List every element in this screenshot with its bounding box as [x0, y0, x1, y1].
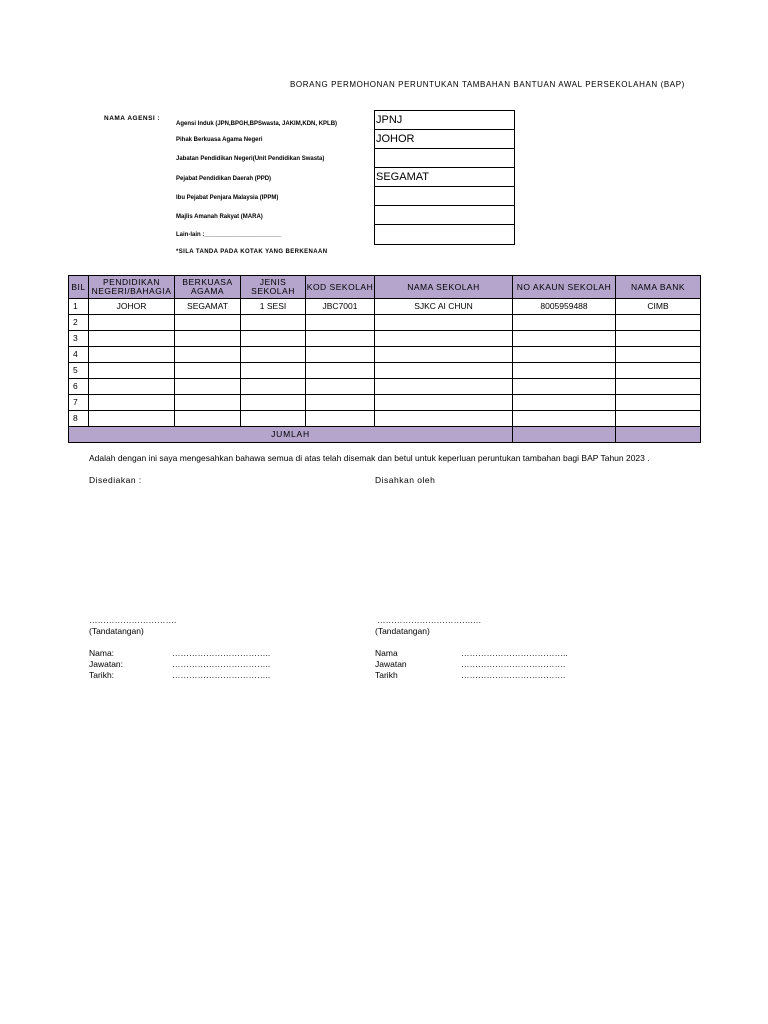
- cell-berkuasa[interactable]: [175, 347, 241, 363]
- cell-berkuasa[interactable]: [175, 395, 241, 411]
- cell-berkuasa[interactable]: [175, 331, 241, 347]
- cell-nama-bank[interactable]: [616, 379, 701, 395]
- agency-label: NAMA AGENSI :: [104, 115, 161, 122]
- cell-pendidikan[interactable]: [89, 347, 175, 363]
- agency-box-lain[interactable]: [375, 225, 514, 244]
- cell-bil: 1: [69, 299, 89, 315]
- table-row: [69, 331, 701, 347]
- cell-no-akaun[interactable]: [513, 379, 616, 395]
- cell-nama-sekolah[interactable]: [375, 395, 513, 411]
- table-header-row: [69, 276, 701, 299]
- cell-nama-bank[interactable]: [616, 411, 701, 427]
- header-bil: BIL: [69, 276, 89, 299]
- agency-box-jpn[interactable]: [375, 149, 514, 168]
- approved-name-field[interactable]: ………………………………..: [461, 648, 568, 658]
- prepared-signature-label: (Tandatangan): [89, 626, 144, 636]
- cell-bil: 2: [69, 315, 89, 331]
- cell-nama-sekolah[interactable]: [375, 347, 513, 363]
- approved-signature-label: (Tandatangan): [375, 626, 430, 636]
- cell-pendidikan[interactable]: [89, 363, 175, 379]
- cell-nama-sekolah[interactable]: SJKC AI CHUN: [375, 299, 513, 315]
- approved-signature-line[interactable]: …………………………….…: [377, 615, 482, 625]
- cell-nama-sekolah[interactable]: [375, 411, 513, 427]
- cell-nama-bank[interactable]: [616, 363, 701, 379]
- cell-bil: 5: [69, 363, 89, 379]
- cell-jenis[interactable]: [241, 395, 306, 411]
- cell-no-akaun[interactable]: [513, 363, 616, 379]
- cell-berkuasa[interactable]: SEGAMAT: [175, 299, 241, 315]
- cell-nama-bank[interactable]: [616, 315, 701, 331]
- cell-nama-sekolah[interactable]: [375, 379, 513, 395]
- cell-berkuasa[interactable]: [175, 379, 241, 395]
- total-label: JUMLAH: [69, 427, 513, 443]
- prepared-signature-line[interactable]: ………………………….: [89, 615, 177, 625]
- cell-nama-sekolah[interactable]: [375, 315, 513, 331]
- cell-pendidikan[interactable]: [89, 315, 175, 331]
- cell-jenis[interactable]: [241, 379, 306, 395]
- cell-jenis[interactable]: [241, 315, 306, 331]
- cell-no-akaun[interactable]: [513, 331, 616, 347]
- agency-note: *SILA TANDA PADA KOTAK YANG BERKENAAN: [176, 249, 328, 255]
- cell-nama-bank[interactable]: [616, 331, 701, 347]
- cell-kod[interactable]: [306, 315, 375, 331]
- cell-no-akaun[interactable]: [513, 411, 616, 427]
- approved-name-label: Nama: [375, 648, 398, 658]
- agency-option-pihak-berkuasa: Pihak Berkuasa Agama Negeri: [176, 137, 263, 143]
- agency-option-lain: Lain-lain :_______________________: [176, 232, 282, 238]
- total-account-cell[interactable]: [513, 427, 616, 443]
- cell-jenis[interactable]: [241, 331, 306, 347]
- school-table: [68, 275, 701, 443]
- table-row: [69, 347, 701, 363]
- cell-pendidikan[interactable]: [89, 395, 175, 411]
- header-nama-sekolah: NAMA SEKOLAH: [375, 276, 513, 299]
- cell-nama-bank[interactable]: [616, 395, 701, 411]
- cell-jenis[interactable]: 1 SESI: [241, 299, 306, 315]
- cell-kod[interactable]: [306, 363, 375, 379]
- table-row: [69, 363, 701, 379]
- cell-kod[interactable]: [306, 347, 375, 363]
- table-row: [69, 411, 701, 427]
- prepared-by-label: Disediakan :: [89, 475, 142, 485]
- cell-no-akaun[interactable]: [513, 347, 616, 363]
- cell-nama-bank[interactable]: [616, 347, 701, 363]
- cell-berkuasa[interactable]: [175, 411, 241, 427]
- approved-position-label: Jawatan: [375, 659, 407, 669]
- agency-option-jpn: Jabatan Pendidikan Negeri(Unit Pendidikan Swasta): [176, 156, 325, 162]
- agency-option-ippm: Ibu Pejabat Penjara Malaysia (IPPM): [176, 195, 279, 201]
- approved-date-field[interactable]: ……………………………….: [461, 670, 566, 680]
- table-row: [69, 379, 701, 395]
- cell-jenis[interactable]: [241, 347, 306, 363]
- table-row: [69, 395, 701, 411]
- cell-kod[interactable]: [306, 395, 375, 411]
- total-bank-cell[interactable]: [616, 427, 701, 443]
- cell-no-akaun[interactable]: [513, 315, 616, 331]
- cell-bil: 8: [69, 411, 89, 427]
- cell-nama-sekolah[interactable]: [375, 363, 513, 379]
- cell-berkuasa[interactable]: [175, 315, 241, 331]
- cell-berkuasa[interactable]: [175, 363, 241, 379]
- prepared-position-label: Jawatan:: [89, 659, 124, 669]
- agency-box-induk[interactable]: JPNJ: [375, 111, 514, 130]
- table-row: [69, 299, 701, 315]
- cell-jenis[interactable]: [241, 363, 306, 379]
- agency-box-ppd[interactable]: SEGAMAT: [375, 168, 514, 187]
- cell-kod[interactable]: [306, 331, 375, 347]
- cell-kod[interactable]: JBC7001: [306, 299, 375, 315]
- header-no-akaun: NO AKAUN SEKOLAH: [513, 276, 616, 299]
- prepared-name-label: Nama:: [89, 648, 115, 658]
- cell-pendidikan[interactable]: JOHOR: [89, 299, 175, 315]
- approved-date-label: Tarikh: [375, 670, 398, 680]
- approved-position-field[interactable]: ……………………………….: [461, 659, 566, 669]
- prepared-date-label: Tarikh:: [89, 670, 115, 680]
- agency-option-mara: Majlis Amanah Rakyat (MARA): [176, 214, 263, 220]
- cell-nama-sekolah[interactable]: [375, 331, 513, 347]
- header-kod: KOD SEKOLAH: [306, 276, 375, 299]
- table-row: [69, 315, 701, 331]
- prepared-name-field[interactable]: ……………………………..: [172, 648, 271, 658]
- agency-option-induk: Agensi Induk (JPN,BPGH,BPSwasta, JAKIM,KDN, KPLB): [176, 121, 338, 127]
- header-jenis: JENIS SEKOLAH: [241, 276, 306, 299]
- cell-kod[interactable]: [306, 411, 375, 427]
- cell-jenis[interactable]: [241, 411, 306, 427]
- cell-pendidikan[interactable]: [89, 411, 175, 427]
- verification-statement: Adalah dengan ini saya mengesahkan bahawa semua di atas telah disemak dan betul untuk keperluan peruntukan tambahan bagi BAP Tahun 2023 .: [89, 453, 650, 463]
- approved-by-label: Disahkan oleh: [375, 475, 436, 485]
- cell-no-akaun[interactable]: 8005959488: [513, 299, 616, 315]
- prepared-date-field[interactable]: ……………………………..: [172, 670, 271, 680]
- cell-no-akaun[interactable]: [513, 395, 616, 411]
- prepared-position-field[interactable]: ……………………………..: [172, 659, 271, 669]
- cell-bil: 7: [69, 395, 89, 411]
- cell-pendidikan[interactable]: [89, 331, 175, 347]
- agency-box-mara[interactable]: [375, 206, 514, 225]
- cell-bil: 6: [69, 379, 89, 395]
- agency-checkbox-column: [374, 110, 515, 245]
- form-title: BORANG PERMOHONAN PERUNTUKAN TAMBAHAN BANTUAN AWAL PERSEKOLAHAN (BAP): [290, 80, 685, 89]
- cell-bil: 3: [69, 331, 89, 347]
- header-pendidikan: PENDIDIKAN NEGERI/BAHAGIA: [89, 276, 175, 299]
- cell-nama-bank[interactable]: CIMB: [616, 299, 701, 315]
- header-nama-bank: NAMA BANK: [616, 276, 701, 299]
- total-row: [69, 427, 701, 443]
- agency-box-ippm[interactable]: [375, 187, 514, 206]
- agency-box-pihak-berkuasa[interactable]: JOHOR: [375, 130, 514, 149]
- cell-pendidikan[interactable]: [89, 379, 175, 395]
- header-berkuasa: BERKUASA AGAMA: [175, 276, 241, 299]
- cell-kod[interactable]: [306, 379, 375, 395]
- agency-option-ppd: Pejabat Pendidikan Daerah (PPD): [176, 176, 272, 182]
- cell-bil: 4: [69, 347, 89, 363]
